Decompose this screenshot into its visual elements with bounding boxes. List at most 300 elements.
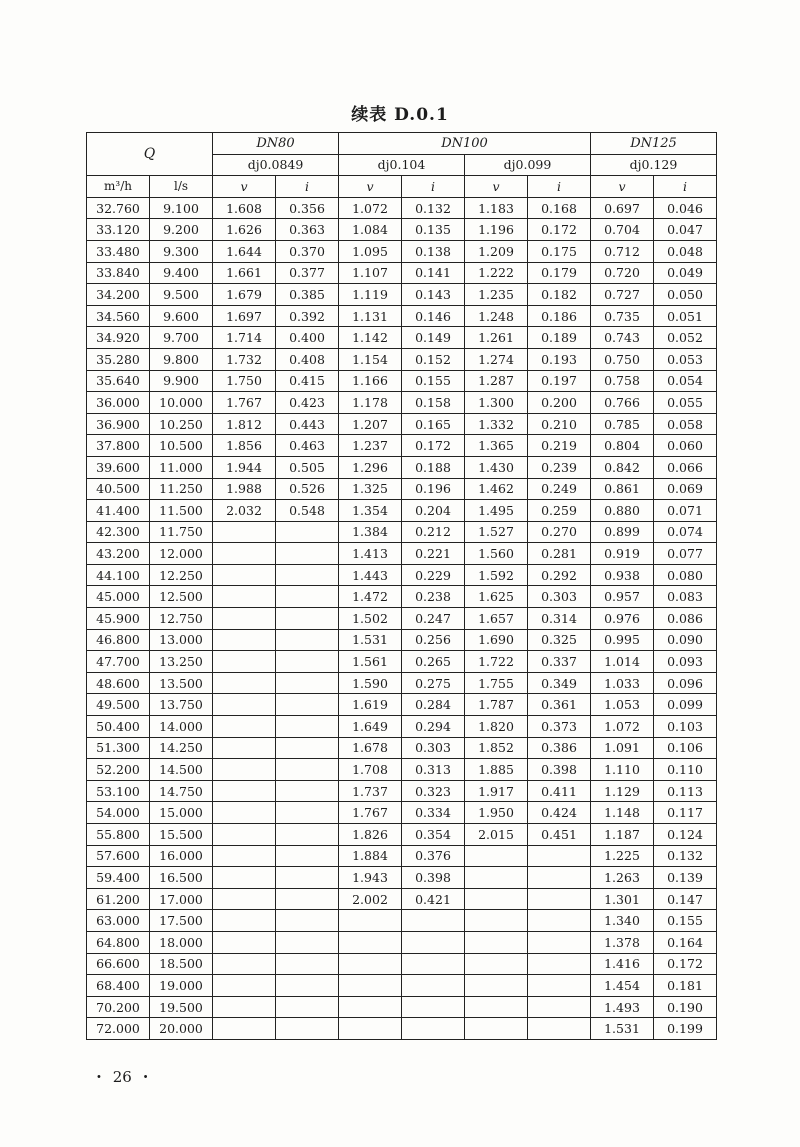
table-cell: 0.842 [591, 456, 654, 478]
table-cell: 18.000 [150, 931, 213, 953]
table-cell: 14.500 [150, 759, 213, 781]
table-cell: 2.002 [339, 888, 402, 910]
table-cell: 0.919 [591, 543, 654, 565]
table-cell: 0.247 [402, 608, 465, 630]
table-cell [276, 975, 339, 997]
table-cell: 1.287 [465, 370, 528, 392]
table-row [87, 370, 717, 392]
table-cell: 0.249 [528, 478, 591, 500]
table-cell: 0.181 [654, 975, 717, 997]
table-row [87, 456, 717, 478]
table-cell: 20.000 [150, 1018, 213, 1040]
table-cell [528, 1018, 591, 1040]
table-cell: 13.750 [150, 694, 213, 716]
table-cell: 9.900 [150, 370, 213, 392]
table-cell: 0.132 [402, 197, 465, 219]
table-row [87, 219, 717, 241]
table-cell: 1.527 [465, 521, 528, 543]
table-cell: 0.146 [402, 305, 465, 327]
table-cell: 1.732 [213, 348, 276, 370]
table-cell [213, 780, 276, 802]
table-cell: 50.400 [87, 716, 150, 738]
table-cell: 54.000 [87, 802, 150, 824]
table-cell: 1.812 [213, 413, 276, 435]
table-cell [213, 608, 276, 630]
table-cell: 1.443 [339, 564, 402, 586]
table-cell: 0.386 [528, 737, 591, 759]
table-cell: 1.154 [339, 348, 402, 370]
table-cell: 44.100 [87, 564, 150, 586]
table-cell [465, 845, 528, 867]
table-cell: 0.046 [654, 197, 717, 219]
table-cell: 1.237 [339, 435, 402, 457]
table-cell [276, 780, 339, 802]
table-cell [213, 543, 276, 565]
table-cell: 0.168 [528, 197, 591, 219]
table-cell: 0.099 [654, 694, 717, 716]
table-cell: 0.141 [402, 262, 465, 284]
table-cell: 68.400 [87, 975, 150, 997]
table-cell [339, 931, 402, 953]
table-cell: 0.110 [654, 759, 717, 781]
table-cell: 1.378 [591, 931, 654, 953]
table-cell: 0.138 [402, 240, 465, 262]
table-cell: 1.332 [465, 413, 528, 435]
table-cell [276, 824, 339, 846]
table-cell [339, 953, 402, 975]
table-cell [402, 953, 465, 975]
table-cell: 1.472 [339, 586, 402, 608]
table-cell: 0.147 [654, 888, 717, 910]
table-cell: 49.500 [87, 694, 150, 716]
table-cell: 0.938 [591, 564, 654, 586]
table-cell: 64.800 [87, 931, 150, 953]
table-cell: 0.720 [591, 262, 654, 284]
table-cell: 0.210 [528, 413, 591, 435]
table-cell: 32.760 [87, 197, 150, 219]
table-cell: 0.132 [654, 845, 717, 867]
table-row [87, 608, 717, 630]
table-cell [402, 910, 465, 932]
table-cell: 1.852 [465, 737, 528, 759]
table-cell: 0.408 [276, 348, 339, 370]
table-cell: 0.275 [402, 672, 465, 694]
table-cell: 0.281 [528, 543, 591, 565]
table-cell [465, 867, 528, 889]
table-cell: 1.225 [591, 845, 654, 867]
table-cell [276, 802, 339, 824]
table-cell: 13.500 [150, 672, 213, 694]
table-cell: 0.314 [528, 608, 591, 630]
table-cell: 1.943 [339, 867, 402, 889]
table-cell: 0.212 [402, 521, 465, 543]
table-cell: 0.048 [654, 240, 717, 262]
table-cell: 1.697 [213, 305, 276, 327]
table-cell: 0.259 [528, 500, 591, 522]
table-cell [276, 1018, 339, 1040]
table-cell: 1.826 [339, 824, 402, 846]
table-cell: 70.200 [87, 996, 150, 1018]
table-cell: 36.000 [87, 392, 150, 414]
table-cell: 66.600 [87, 953, 150, 975]
table-cell [213, 975, 276, 997]
table-cell: 1.340 [591, 910, 654, 932]
table-cell: 53.100 [87, 780, 150, 802]
table-cell: 0.735 [591, 305, 654, 327]
table-cell: 0.303 [402, 737, 465, 759]
table-cell: 0.175 [528, 240, 591, 262]
header-v: v [213, 176, 276, 198]
table-row [87, 564, 717, 586]
footer-bullet-left: • [96, 1072, 102, 1084]
table-cell: 0.354 [402, 824, 465, 846]
table-cell [213, 996, 276, 1018]
table-cell: 0.152 [402, 348, 465, 370]
page-number: 26 [112, 1068, 132, 1086]
table-cell [276, 651, 339, 673]
table-cell [213, 845, 276, 867]
table-cell [213, 824, 276, 846]
table-cell: 1.679 [213, 284, 276, 306]
table-row [87, 284, 717, 306]
table-cell: 0.861 [591, 478, 654, 500]
table-cell: 0.049 [654, 262, 717, 284]
table-cell: 0.411 [528, 780, 591, 802]
table-cell: 17.500 [150, 910, 213, 932]
table-row [87, 348, 717, 370]
table-row [87, 910, 717, 932]
table-cell: 0.398 [402, 867, 465, 889]
table-cell: 0.093 [654, 651, 717, 673]
table-cell: 10.000 [150, 392, 213, 414]
table-cell [276, 845, 339, 867]
header-unit-m3h: m³/h [87, 176, 150, 198]
table-cell: 1.531 [591, 1018, 654, 1040]
table-cell: 42.300 [87, 521, 150, 543]
table-cell: 11.500 [150, 500, 213, 522]
table-cell [213, 759, 276, 781]
table-cell: 0.096 [654, 672, 717, 694]
table-cell: 0.548 [276, 500, 339, 522]
header-dj-dn125: dj0.129 [591, 154, 717, 176]
flow-table [86, 132, 717, 1040]
table-cell [339, 975, 402, 997]
table-cell: 0.172 [402, 435, 465, 457]
table-cell: 48.600 [87, 672, 150, 694]
table-cell [528, 953, 591, 975]
table-cell [402, 931, 465, 953]
table-cell: 0.899 [591, 521, 654, 543]
table-cell: 0.743 [591, 327, 654, 349]
table-cell: 1.944 [213, 456, 276, 478]
table-cell: 1.722 [465, 651, 528, 673]
table-cell: 0.334 [402, 802, 465, 824]
table-cell [528, 910, 591, 932]
table-cell: 0.069 [654, 478, 717, 500]
table-cell: 10.500 [150, 435, 213, 457]
table-cell [213, 564, 276, 586]
table-cell [213, 586, 276, 608]
table-cell [213, 651, 276, 673]
header-i: i [528, 176, 591, 198]
table-cell: 0.189 [528, 327, 591, 349]
table-cell [213, 802, 276, 824]
table-cell: 57.600 [87, 845, 150, 867]
table-cell: 0.149 [402, 327, 465, 349]
table-cell [213, 867, 276, 889]
table-cell: 1.644 [213, 240, 276, 262]
table-cell: 0.392 [276, 305, 339, 327]
table-cell [402, 996, 465, 1018]
header-q: Q [87, 133, 213, 176]
table-cell: 1.325 [339, 478, 402, 500]
table-cell: 0.727 [591, 284, 654, 306]
table-cell: 0.052 [654, 327, 717, 349]
table-cell: 0.172 [654, 953, 717, 975]
table-row [87, 435, 717, 457]
table-cell: 39.600 [87, 456, 150, 478]
table-cell [276, 694, 339, 716]
table-cell [339, 1018, 402, 1040]
table-cell: 0.071 [654, 500, 717, 522]
table-cell: 0.284 [402, 694, 465, 716]
table-cell: 1.365 [465, 435, 528, 457]
header-unit-ls: l/s [150, 176, 213, 198]
table-cell [276, 564, 339, 586]
table-cell: 0.463 [276, 435, 339, 457]
header-dn80: DN80 [213, 133, 339, 155]
table-cell: 0.139 [654, 867, 717, 889]
table-cell: 1.592 [465, 564, 528, 586]
table-cell: 0.193 [528, 348, 591, 370]
table-row [87, 1018, 717, 1040]
table-cell: 14.750 [150, 780, 213, 802]
header-i: i [276, 176, 339, 198]
table-cell: 0.066 [654, 456, 717, 478]
table-cell: 15.500 [150, 824, 213, 846]
table-cell: 1.454 [591, 975, 654, 997]
table-cell: 19.000 [150, 975, 213, 997]
table-cell: 1.493 [591, 996, 654, 1018]
table-cell: 9.200 [150, 219, 213, 241]
table-cell: 1.625 [465, 586, 528, 608]
table-cell: 1.301 [591, 888, 654, 910]
table-cell: 0.080 [654, 564, 717, 586]
table-cell: 1.166 [339, 370, 402, 392]
table-row [87, 867, 717, 889]
table-cell: 0.377 [276, 262, 339, 284]
table-cell: 34.560 [87, 305, 150, 327]
table-cell: 0.050 [654, 284, 717, 306]
table-cell [276, 759, 339, 781]
table-cell: 1.988 [213, 478, 276, 500]
table-cell: 13.250 [150, 651, 213, 673]
table-cell: 9.500 [150, 284, 213, 306]
table-cell: 1.755 [465, 672, 528, 694]
table-cell: 0.200 [528, 392, 591, 414]
table-row [87, 521, 717, 543]
table-cell: 0.221 [402, 543, 465, 565]
table-cell: 1.084 [339, 219, 402, 241]
table-cell: 1.690 [465, 629, 528, 651]
table-cell: 0.292 [528, 564, 591, 586]
table-cell: 35.280 [87, 348, 150, 370]
table-cell: 1.091 [591, 737, 654, 759]
table-cell: 0.155 [654, 910, 717, 932]
table-cell: 1.820 [465, 716, 528, 738]
table-cell [213, 953, 276, 975]
table-cell: 72.000 [87, 1018, 150, 1040]
header-v: v [591, 176, 654, 198]
table-cell [276, 931, 339, 953]
table-cell: 0.256 [402, 629, 465, 651]
table-cell [213, 672, 276, 694]
table-cell: 16.000 [150, 845, 213, 867]
table-title: 续表 D.0.1 [351, 105, 449, 125]
table-row [87, 392, 717, 414]
table-cell: 0.385 [276, 284, 339, 306]
table-cell: 1.131 [339, 305, 402, 327]
table-row [87, 694, 717, 716]
table-cell: 0.238 [402, 586, 465, 608]
table-row [87, 413, 717, 435]
table-cell [339, 910, 402, 932]
table-cell: 10.250 [150, 413, 213, 435]
table-cell: 1.209 [465, 240, 528, 262]
header-v: v [339, 176, 402, 198]
table-cell: 1.178 [339, 392, 402, 414]
table-cell: 1.296 [339, 456, 402, 478]
table-cell: 0.451 [528, 824, 591, 846]
table-cell: 1.560 [465, 543, 528, 565]
table-cell: 1.649 [339, 716, 402, 738]
table-cell: 14.000 [150, 716, 213, 738]
table-cell: 0.117 [654, 802, 717, 824]
table-cell: 33.480 [87, 240, 150, 262]
table-cell: 61.200 [87, 888, 150, 910]
table-cell: 1.856 [213, 435, 276, 457]
table-cell: 0.190 [654, 996, 717, 1018]
table-cell: 1.354 [339, 500, 402, 522]
table-row [87, 500, 717, 522]
table-cell: 0.182 [528, 284, 591, 306]
table-cell [213, 888, 276, 910]
table-cell: 35.640 [87, 370, 150, 392]
table-cell: 0.199 [654, 1018, 717, 1040]
table-cell [213, 931, 276, 953]
table-cell: 59.400 [87, 867, 150, 889]
table-cell: 1.014 [591, 651, 654, 673]
table-cell [402, 1018, 465, 1040]
table-cell: 0.313 [402, 759, 465, 781]
table-cell: 0.265 [402, 651, 465, 673]
table-cell [528, 996, 591, 1018]
table-cell: 0.325 [528, 629, 591, 651]
table-cell [465, 975, 528, 997]
table-cell: 0.188 [402, 456, 465, 478]
table-row [87, 327, 717, 349]
table-cell: 0.083 [654, 586, 717, 608]
table-cell: 0.058 [654, 413, 717, 435]
table-cell: 0.124 [654, 824, 717, 846]
table-cell [465, 910, 528, 932]
header-i: i [402, 176, 465, 198]
table-cell: 1.502 [339, 608, 402, 630]
table-cell [213, 910, 276, 932]
table-cell: 0.196 [402, 478, 465, 500]
table-cell: 0.349 [528, 672, 591, 694]
table-cell [276, 629, 339, 651]
table-cell: 0.995 [591, 629, 654, 651]
table-cell: 1.300 [465, 392, 528, 414]
table-cell: 36.900 [87, 413, 150, 435]
table-row [87, 629, 717, 651]
table-cell: 9.100 [150, 197, 213, 219]
table-row [87, 737, 717, 759]
table-cell: 0.113 [654, 780, 717, 802]
table-cell: 1.033 [591, 672, 654, 694]
header-dn100: DN100 [339, 133, 591, 155]
table-cell: 1.261 [465, 327, 528, 349]
table-cell [339, 996, 402, 1018]
table-cell: 1.129 [591, 780, 654, 802]
table-cell: 34.920 [87, 327, 150, 349]
table-cell: 46.800 [87, 629, 150, 651]
table-cell: 1.187 [591, 824, 654, 846]
table-cell: 33.120 [87, 219, 150, 241]
header-i: i [654, 176, 717, 198]
table-cell: 0.704 [591, 219, 654, 241]
table-cell: 1.767 [213, 392, 276, 414]
table-cell: 9.700 [150, 327, 213, 349]
table-cell: 0.239 [528, 456, 591, 478]
table-cell [465, 996, 528, 1018]
table-cell [465, 953, 528, 975]
table-row [87, 672, 717, 694]
table-cell: 1.678 [339, 737, 402, 759]
table-cell: 0.143 [402, 284, 465, 306]
table-cell [276, 672, 339, 694]
table-cell: 45.000 [87, 586, 150, 608]
table-cell: 17.000 [150, 888, 213, 910]
table-cell: 0.424 [528, 802, 591, 824]
table-row [87, 931, 717, 953]
table-cell: 1.495 [465, 500, 528, 522]
table-cell: 0.074 [654, 521, 717, 543]
table-cell: 1.657 [465, 608, 528, 630]
table-row [87, 262, 717, 284]
table-cell: 0.186 [528, 305, 591, 327]
table-cell [528, 888, 591, 910]
table-cell: 1.413 [339, 543, 402, 565]
table-cell: 52.200 [87, 759, 150, 781]
table-cell: 63.000 [87, 910, 150, 932]
table-cell: 9.400 [150, 262, 213, 284]
table-cell: 1.750 [213, 370, 276, 392]
table-cell: 0.270 [528, 521, 591, 543]
table-cell: 0.323 [402, 780, 465, 802]
table-cell: 0.356 [276, 197, 339, 219]
table-cell: 1.787 [465, 694, 528, 716]
table-cell: 0.219 [528, 435, 591, 457]
table-cell: 0.804 [591, 435, 654, 457]
table-cell [528, 845, 591, 867]
table-cell: 0.106 [654, 737, 717, 759]
table-cell: 0.421 [402, 888, 465, 910]
table-cell [276, 888, 339, 910]
table-cell: 1.148 [591, 802, 654, 824]
table-cell: 0.766 [591, 392, 654, 414]
